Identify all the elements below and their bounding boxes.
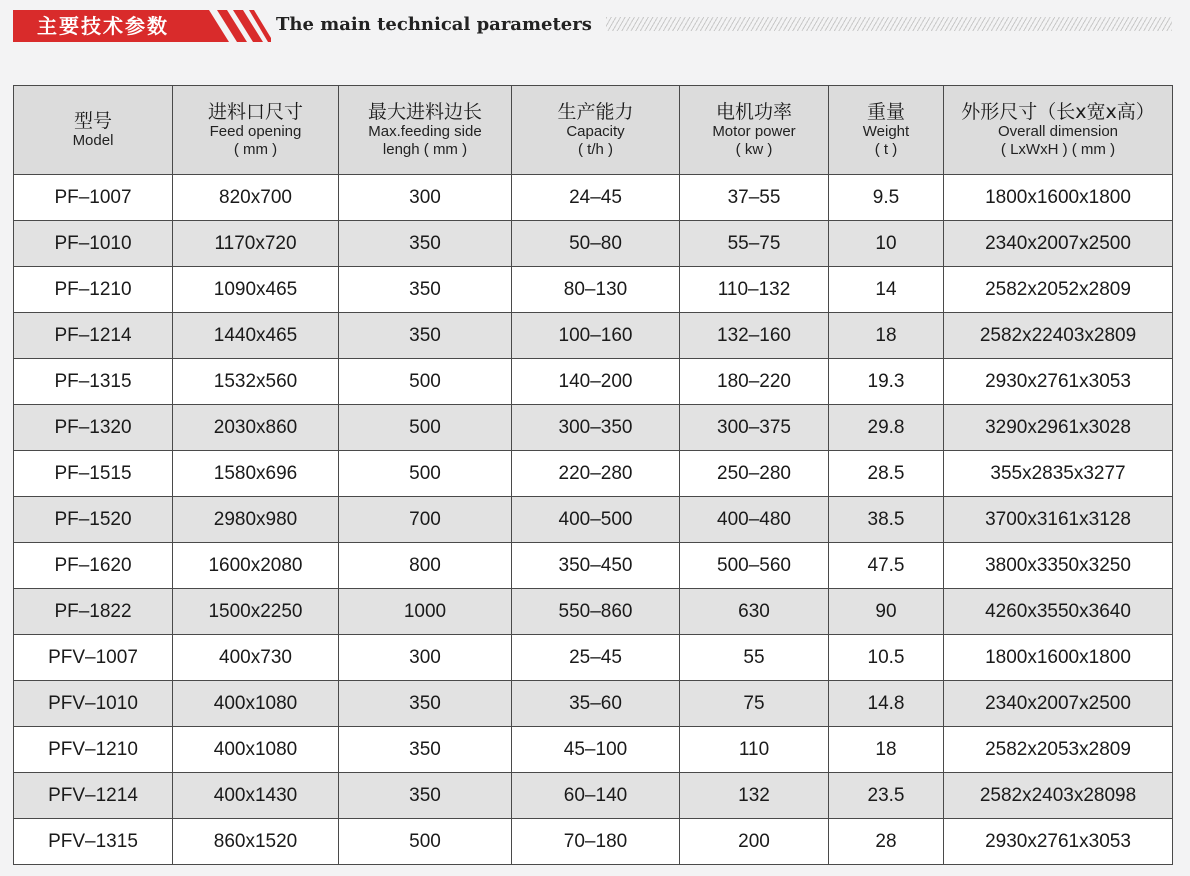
decorative-hatch-line	[606, 17, 1172, 31]
cell-weight: 18	[829, 727, 944, 773]
cell-motor-power: 630	[680, 589, 829, 635]
cell-model: PF–1620	[14, 543, 173, 589]
cell-model: PF–1520	[14, 497, 173, 543]
cell-max-feeding-side: 350	[339, 773, 512, 819]
cell-model: PFV–1007	[14, 635, 173, 681]
cell-overall-dimension: 2582x2403x28098	[944, 773, 1173, 819]
cell-capacity: 80–130	[512, 267, 680, 313]
cell-feed-opening: 1090x465	[173, 267, 339, 313]
cell-max-feeding-side: 800	[339, 543, 512, 589]
table-row	[14, 359, 1173, 405]
cell-max-feeding-side: 1000	[339, 589, 512, 635]
cell-overall-dimension: 2930x2761x3053	[944, 359, 1173, 405]
cell-weight: 29.8	[829, 405, 944, 451]
cell-feed-opening: 1532x560	[173, 359, 339, 405]
cell-overall-dimension: 2340x2007x2500	[944, 681, 1173, 727]
cell-overall-dimension: 2582x22403x2809	[944, 313, 1173, 359]
cell-max-feeding-side: 350	[339, 267, 512, 313]
table-row	[14, 589, 1173, 635]
table-row	[14, 773, 1173, 819]
cell-motor-power: 55	[680, 635, 829, 681]
cell-overall-dimension: 3800x3350x3250	[944, 543, 1173, 589]
cell-weight: 19.3	[829, 359, 944, 405]
cell-capacity: 300–350	[512, 405, 680, 451]
table-row	[14, 313, 1173, 359]
cell-max-feeding-side: 350	[339, 221, 512, 267]
cell-feed-opening: 400x1430	[173, 773, 339, 819]
cell-max-feeding-side: 500	[339, 819, 512, 865]
cell-capacity: 400–500	[512, 497, 680, 543]
table-row	[14, 635, 1173, 681]
title-banner	[13, 10, 271, 42]
cell-weight: 14	[829, 267, 944, 313]
title-chinese: 主要技术参数	[37, 14, 169, 38]
header-cell-motor-power: 电机功率 Motor power ( kw )	[680, 86, 829, 175]
table-row	[14, 451, 1173, 497]
table-row	[14, 221, 1173, 267]
cell-max-feeding-side: 500	[339, 359, 512, 405]
cell-capacity: 35–60	[512, 681, 680, 727]
cell-motor-power: 110–132	[680, 267, 829, 313]
table-header-row	[14, 86, 1173, 175]
table-row	[14, 497, 1173, 543]
header-cell-weight: 重量 Weight ( t )	[829, 86, 944, 175]
cell-feed-opening: 2030x860	[173, 405, 339, 451]
cell-motor-power: 500–560	[680, 543, 829, 589]
table-row	[14, 819, 1173, 865]
cell-motor-power: 132	[680, 773, 829, 819]
cell-overall-dimension: 355x2835x3277	[944, 451, 1173, 497]
cell-weight: 9.5	[829, 175, 944, 221]
cell-model: PF–1007	[14, 175, 173, 221]
cell-capacity: 550–860	[512, 589, 680, 635]
table-row	[14, 175, 1173, 221]
cell-feed-opening: 1170x720	[173, 221, 339, 267]
cell-max-feeding-side: 700	[339, 497, 512, 543]
cell-motor-power: 250–280	[680, 451, 829, 497]
technical-parameters-table	[13, 85, 1173, 865]
cell-feed-opening: 2980x980	[173, 497, 339, 543]
cell-model: PFV–1214	[14, 773, 173, 819]
cell-capacity: 24–45	[512, 175, 680, 221]
cell-model: PF–1822	[14, 589, 173, 635]
cell-feed-opening: 1580x696	[173, 451, 339, 497]
header-cell-overall-dimension: 外形尺寸（长x宽x高） Overall dimension ( LxWxH ) ( mm )	[944, 86, 1173, 175]
cell-model: PF–1010	[14, 221, 173, 267]
cell-weight: 10	[829, 221, 944, 267]
cell-model: PFV–1010	[14, 681, 173, 727]
cell-max-feeding-side: 300	[339, 635, 512, 681]
header-cell-capacity: 生产能力 Capacity ( t/h )	[512, 86, 680, 175]
cell-model: PF–1210	[14, 267, 173, 313]
table-row	[14, 405, 1173, 451]
cell-model: PF–1315	[14, 359, 173, 405]
cell-max-feeding-side: 350	[339, 727, 512, 773]
cell-motor-power: 400–480	[680, 497, 829, 543]
cell-max-feeding-side: 300	[339, 175, 512, 221]
header-cell-max-feeding-side: 最大进料边长 Max.feeding side lengh ( mm )	[339, 86, 512, 175]
cell-max-feeding-side: 500	[339, 405, 512, 451]
cell-motor-power: 180–220	[680, 359, 829, 405]
cell-weight: 23.5	[829, 773, 944, 819]
cell-motor-power: 37–55	[680, 175, 829, 221]
cell-weight: 14.8	[829, 681, 944, 727]
cell-overall-dimension: 1800x1600x1800	[944, 175, 1173, 221]
cell-motor-power: 200	[680, 819, 829, 865]
header-cell-model: 型号 Model	[14, 86, 173, 175]
cell-feed-opening: 1500x2250	[173, 589, 339, 635]
cell-weight: 18	[829, 313, 944, 359]
cell-model: PFV–1315	[14, 819, 173, 865]
cell-overall-dimension: 2582x2052x2809	[944, 267, 1173, 313]
table-row	[14, 681, 1173, 727]
table-row	[14, 267, 1173, 313]
cell-weight: 28.5	[829, 451, 944, 497]
cell-model: PF–1515	[14, 451, 173, 497]
cell-model: PFV–1210	[14, 727, 173, 773]
cell-weight: 38.5	[829, 497, 944, 543]
cell-overall-dimension: 2930x2761x3053	[944, 819, 1173, 865]
cell-motor-power: 55–75	[680, 221, 829, 267]
table-row	[14, 727, 1173, 773]
cell-capacity: 70–180	[512, 819, 680, 865]
cell-model: PF–1214	[14, 313, 173, 359]
cell-weight: 47.5	[829, 543, 944, 589]
cell-capacity: 220–280	[512, 451, 680, 497]
cell-overall-dimension: 2340x2007x2500	[944, 221, 1173, 267]
cell-overall-dimension: 3290x2961x3028	[944, 405, 1173, 451]
table-body	[14, 175, 1173, 865]
cell-feed-opening: 1440x465	[173, 313, 339, 359]
cell-weight: 28	[829, 819, 944, 865]
cell-feed-opening: 1600x2080	[173, 543, 339, 589]
cell-capacity: 60–140	[512, 773, 680, 819]
cell-motor-power: 110	[680, 727, 829, 773]
cell-weight: 10.5	[829, 635, 944, 681]
cell-capacity: 100–160	[512, 313, 680, 359]
cell-feed-opening: 400x1080	[173, 727, 339, 773]
section-header	[0, 0, 1190, 56]
cell-motor-power: 300–375	[680, 405, 829, 451]
cell-overall-dimension: 3700x3161x3128	[944, 497, 1173, 543]
cell-overall-dimension: 2582x2053x2809	[944, 727, 1173, 773]
cell-weight: 90	[829, 589, 944, 635]
header-cell-feed-opening: 进料口尺寸 Feed opening ( mm )	[173, 86, 339, 175]
cell-max-feeding-side: 350	[339, 313, 512, 359]
cell-capacity: 45–100	[512, 727, 680, 773]
cell-overall-dimension: 4260x3550x3640	[944, 589, 1173, 635]
cell-motor-power: 75	[680, 681, 829, 727]
cell-feed-opening: 400x730	[173, 635, 339, 681]
cell-capacity: 350–450	[512, 543, 680, 589]
cell-capacity: 25–45	[512, 635, 680, 681]
cell-overall-dimension: 1800x1600x1800	[944, 635, 1173, 681]
cell-feed-opening: 820x700	[173, 175, 339, 221]
cell-motor-power: 132–160	[680, 313, 829, 359]
cell-max-feeding-side: 500	[339, 451, 512, 497]
cell-feed-opening: 400x1080	[173, 681, 339, 727]
cell-max-feeding-side: 350	[339, 681, 512, 727]
cell-capacity: 140–200	[512, 359, 680, 405]
cell-capacity: 50–80	[512, 221, 680, 267]
title-english: The main technical parameters	[276, 14, 592, 35]
cell-model: PF–1320	[14, 405, 173, 451]
cell-feed-opening: 860x1520	[173, 819, 339, 865]
table-row	[14, 543, 1173, 589]
